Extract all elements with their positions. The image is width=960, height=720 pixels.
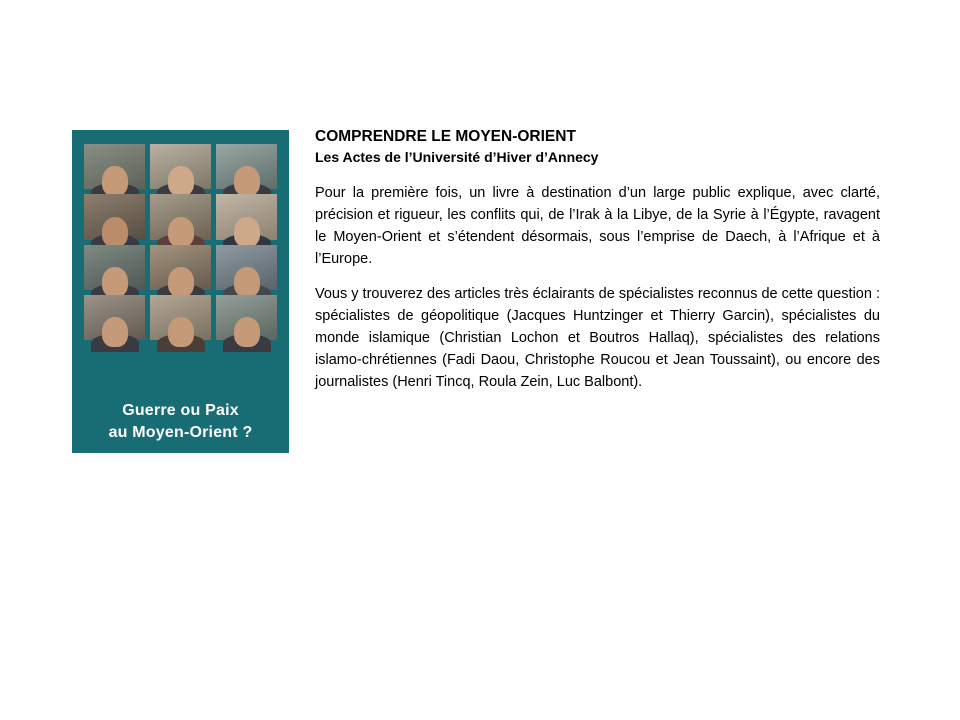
cover-publisher-block: [84, 470, 277, 500]
publisher-tagline: Le réseau citoyen des acteurs de paix: [134, 487, 244, 495]
description-text-block: [315, 126, 880, 406]
cover-portrait-grid: [84, 144, 277, 340]
page-title: COMPRENDRE LE MOYEN-ORIENT: [315, 128, 576, 145]
portrait-thumbnail: [150, 245, 211, 290]
portrait-thumbnail: [84, 144, 145, 189]
cover-title-line-1: Guerre ou Paix: [122, 402, 239, 419]
portrait-thumbnail: [150, 194, 211, 239]
publisher-name: Chrétiens de la Méditerranée: [134, 475, 264, 487]
portrait-thumbnail: [84, 245, 145, 290]
page-subtitle: Les Actes de l’Université d’Hiver d’Annecy: [315, 149, 599, 165]
portrait-thumbnail: [216, 295, 277, 340]
portrait-thumbnail: [216, 245, 277, 290]
portrait-thumbnail: [150, 144, 211, 189]
portrait-thumbnail: [84, 295, 145, 340]
cover-title: [84, 400, 277, 443]
portrait-thumbnail: [150, 295, 211, 340]
chretiens-mediterranee-logo-icon: [92, 470, 126, 500]
paragraph-2: Vous y trouverez des articles très éclairants de spécialistes reconnus de cette question : spécialistes de géopolitique (Jacques Huntzinger et Thierry Garcin), spécialistes du monde islamique (Christian Lochon et Boutros Hallaq), spécialistes des relations islamo-chrétiennes (Fadi Daou, Christophe Roucou et Jean Toussaint), ou encore des journalistes (Henri Tincq, Roula Zein, Luc Balbont).: [315, 286, 880, 391]
portrait-thumbnail: [216, 144, 277, 189]
portrait-thumbnail: [216, 194, 277, 239]
cover-title-line-2: au Moyen-Orient ?: [108, 423, 253, 441]
cover-divider: [101, 457, 259, 458]
portrait-thumbnail: [84, 194, 145, 239]
publisher-text: [134, 475, 264, 495]
book-cover-image: [72, 130, 289, 495]
paragraph-1: Pour la première fois, un livre à destination d’un large public explique, avec clarté, précision et rigueur, les conflits qui, de l’Irak à la Libye, de la Syrie à l’Égypte, ravagent le Moyen-Orient et s’étendent désormais, sous l’emprise de Daech, à l’Afrique et à l’Europe.: [315, 184, 880, 267]
